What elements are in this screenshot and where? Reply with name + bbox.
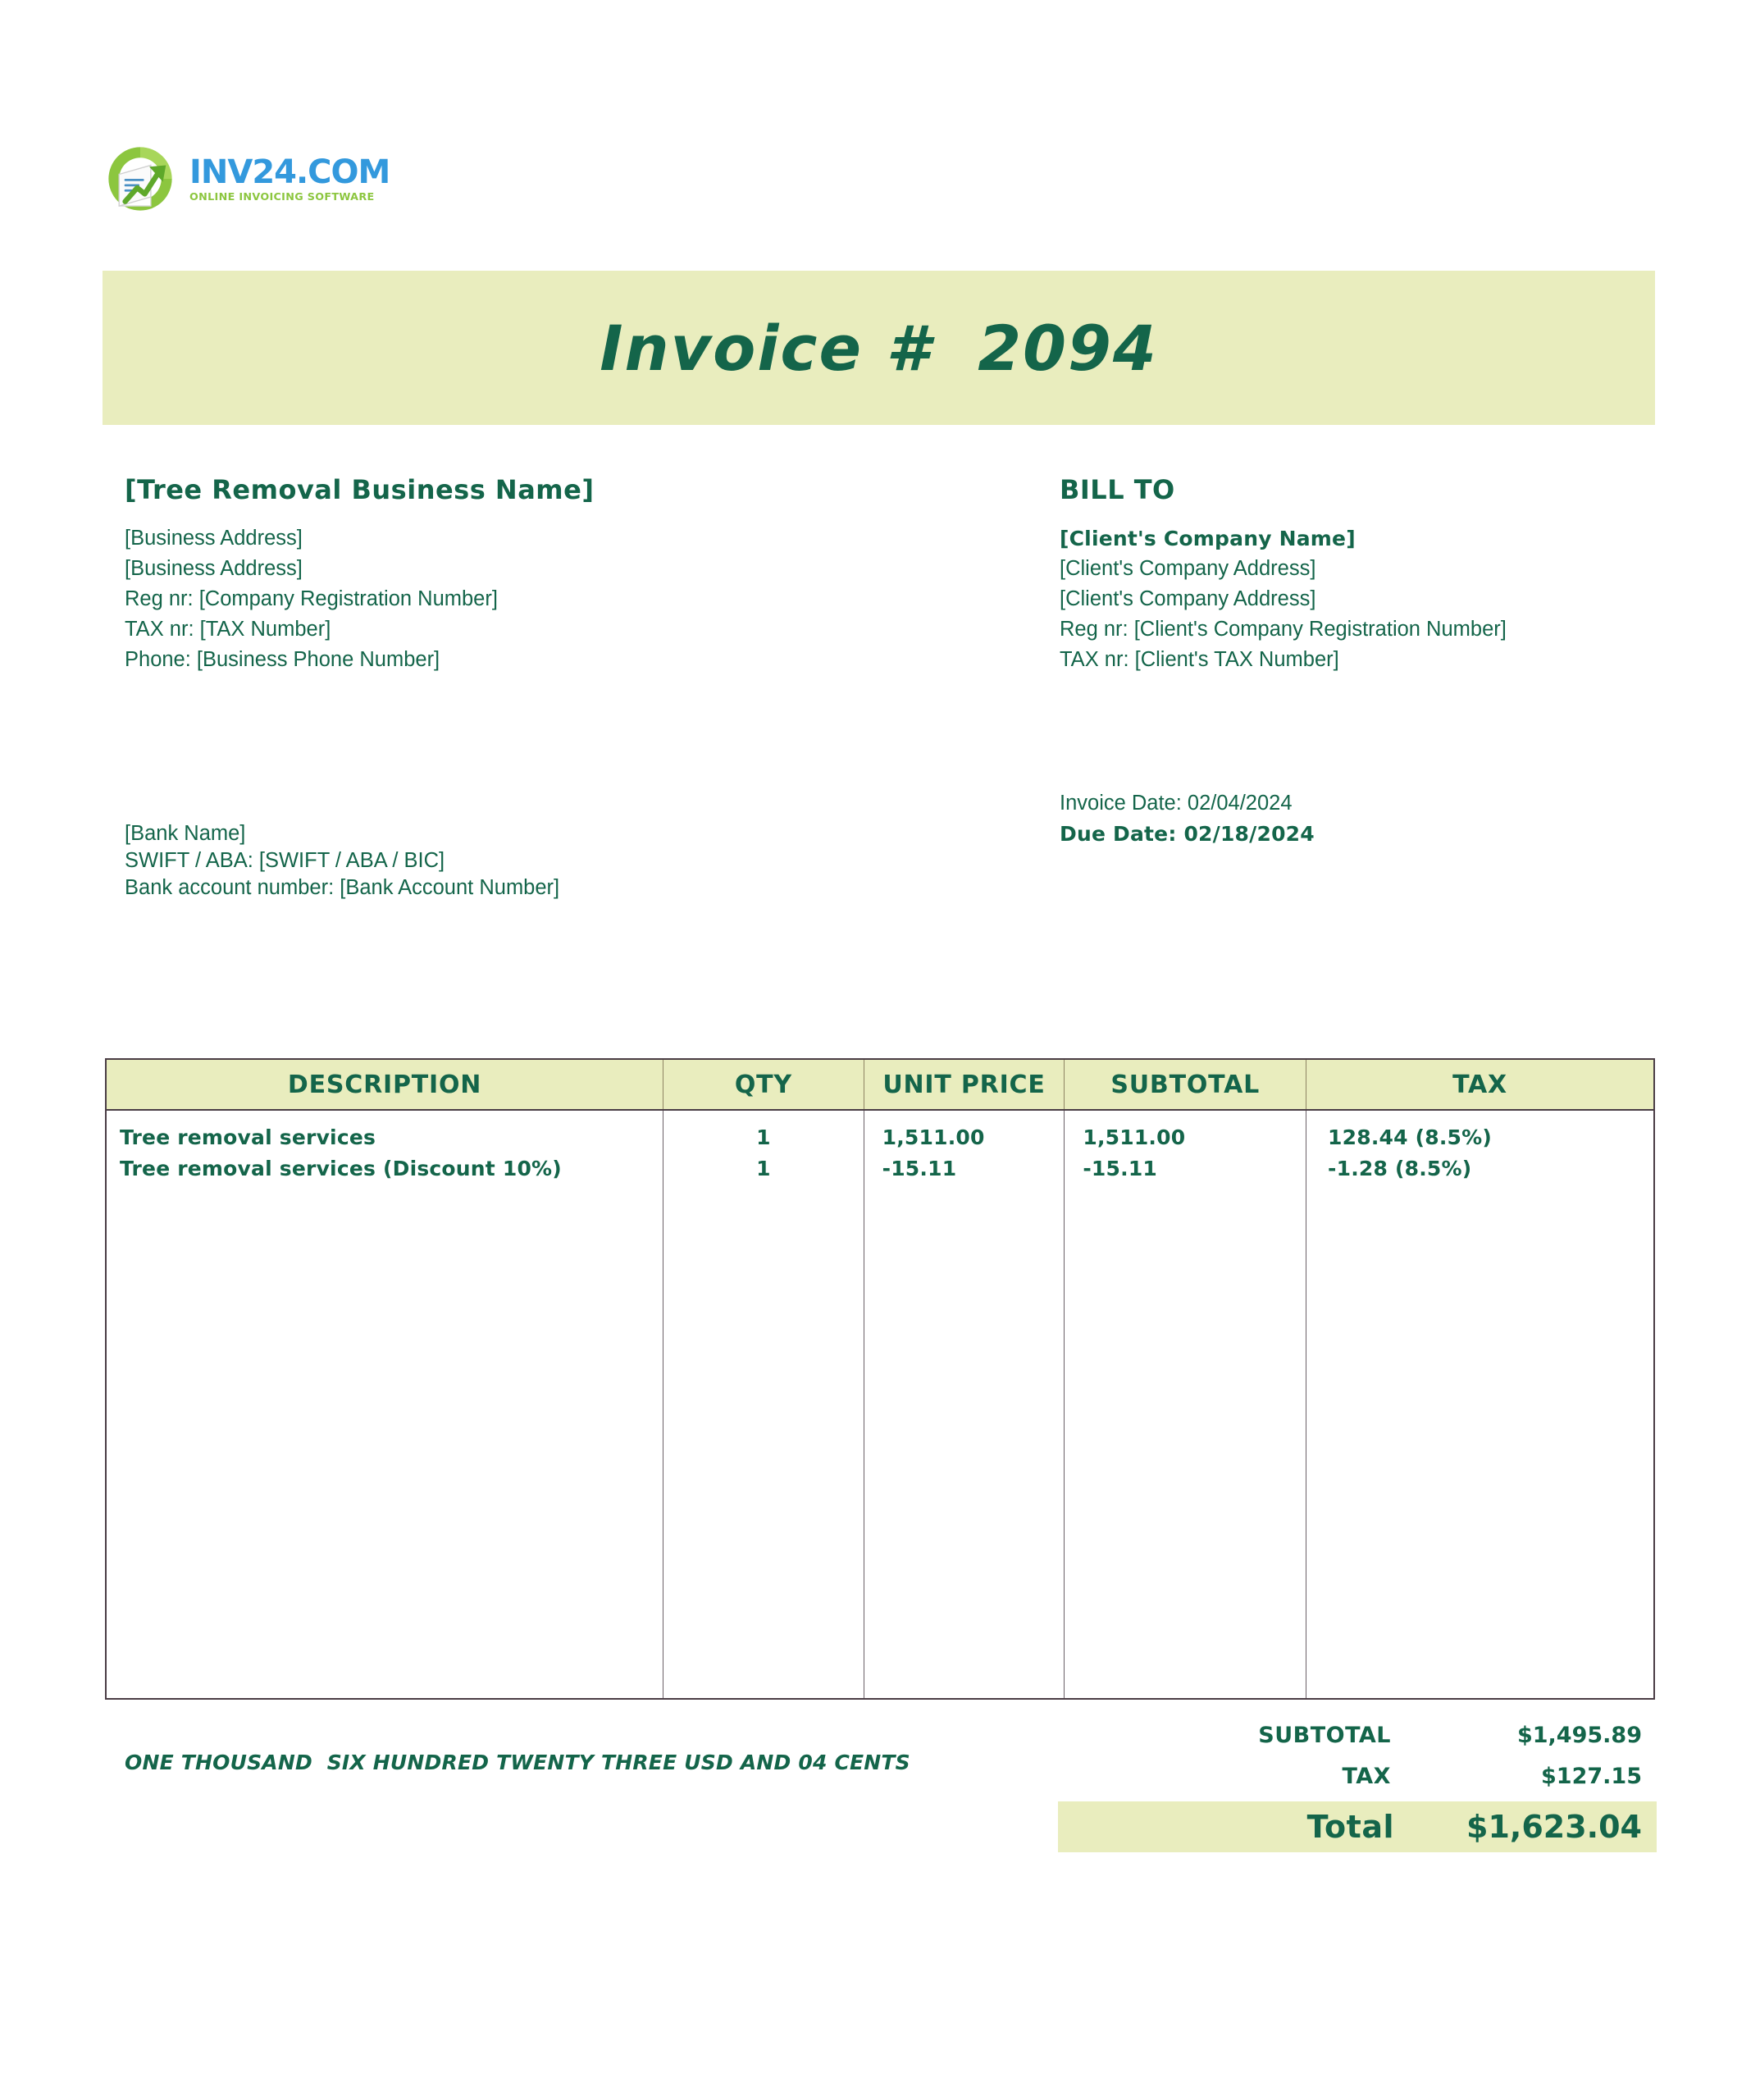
bill-to-block	[1060, 474, 1683, 675]
total-value: $1,623.04	[1466, 1809, 1642, 1845]
row-subtotal: -15.11	[1083, 1157, 1158, 1180]
total-label: Total	[1306, 1809, 1394, 1845]
bank-account-number: Bank account number: [Bank Account Number]	[125, 876, 560, 899]
invoice-title-banner	[103, 271, 1655, 425]
bank-name: [Bank Name]	[125, 822, 246, 845]
row-tax: -1.28 (8.5%)	[1328, 1157, 1472, 1180]
row-unit-price: 1,511.00	[882, 1125, 985, 1149]
column-header-unit-price: UNIT PRICE	[864, 1059, 1065, 1110]
subtotal-label: SUBTOTAL	[1258, 1722, 1391, 1748]
tax-label: TAX	[1342, 1763, 1391, 1789]
bank-swift: SWIFT / ABA: [SWIFT / ABA / BIC]	[125, 849, 445, 872]
brand-logo	[103, 141, 390, 217]
seller-reg-number: Reg nr: [Company Registration Number]	[125, 587, 498, 610]
column-header-description: DESCRIPTION	[106, 1059, 663, 1110]
client-address-2: [Client's Company Address]	[1060, 587, 1316, 610]
qty-column	[663, 1110, 864, 1699]
seller-address-1: [Business Address]	[125, 527, 303, 550]
row-description: Tree removal services (Discount 10%)	[120, 1157, 562, 1180]
subtotal-value: $1,495.89	[1516, 1722, 1642, 1748]
client-address-1: [Client's Company Address]	[1060, 557, 1316, 580]
tax-row	[1058, 1755, 1657, 1796]
subtotal-row	[1058, 1714, 1657, 1755]
seller-details	[125, 523, 945, 675]
seller-block	[125, 474, 945, 675]
seller-name: [Tree Removal Business Name]	[125, 474, 595, 505]
row-qty: 1	[756, 1157, 771, 1180]
bill-to-details	[1060, 523, 1683, 675]
row-tax: 128.44 (8.5%)	[1328, 1125, 1492, 1149]
totals-block	[1058, 1714, 1657, 1852]
client-company-name: [Client's Company Name]	[1060, 527, 1356, 550]
subtotal-column	[1065, 1110, 1306, 1699]
grand-total-row	[1058, 1801, 1657, 1852]
table-header-row	[106, 1059, 1654, 1110]
tax-value: $127.15	[1541, 1763, 1642, 1789]
due-date: Due Date: 02/18/2024	[1060, 822, 1315, 846]
column-header-tax: TAX	[1306, 1059, 1654, 1110]
invoice-growth-arrow-icon	[103, 141, 178, 217]
table-body	[106, 1110, 1654, 1699]
seller-phone: Phone: [Business Phone Number]	[125, 648, 440, 671]
description-column	[106, 1110, 663, 1699]
line-items-table	[105, 1058, 1655, 1700]
client-reg-number: Reg nr: [Client's Company Registration Number]	[1060, 618, 1507, 641]
invoice-date: Invoice Date: 02/04/2024	[1060, 792, 1293, 815]
logo-wordmark: INV24.COM	[189, 153, 390, 191]
invoice-dates	[1060, 788, 1315, 850]
unit-price-column	[864, 1110, 1065, 1699]
seller-tax-number: TAX nr: [TAX Number]	[125, 618, 331, 641]
logo-tagline: ONLINE INVOICING SOFTWARE	[189, 189, 375, 203]
column-header-qty: QTY	[663, 1059, 864, 1110]
bill-to-heading: BILL TO	[1060, 474, 1175, 505]
tax-column	[1306, 1110, 1654, 1699]
column-header-subtotal: SUBTOTAL	[1065, 1059, 1306, 1110]
row-qty: 1	[756, 1125, 771, 1149]
row-unit-price: -15.11	[882, 1157, 957, 1180]
client-tax-number: TAX nr: [Client's TAX Number]	[1060, 648, 1339, 671]
amount-in-words: ONE THOUSAND SIX HUNDRED TWENTY THREE USD AND 04 CENTS	[125, 1751, 910, 1774]
bank-details	[125, 820, 559, 902]
seller-address-2: [Business Address]	[125, 557, 303, 580]
row-subtotal: 1,511.00	[1083, 1125, 1186, 1149]
page-title: Invoice # 2094	[600, 311, 1158, 385]
row-description: Tree removal services	[120, 1125, 376, 1149]
